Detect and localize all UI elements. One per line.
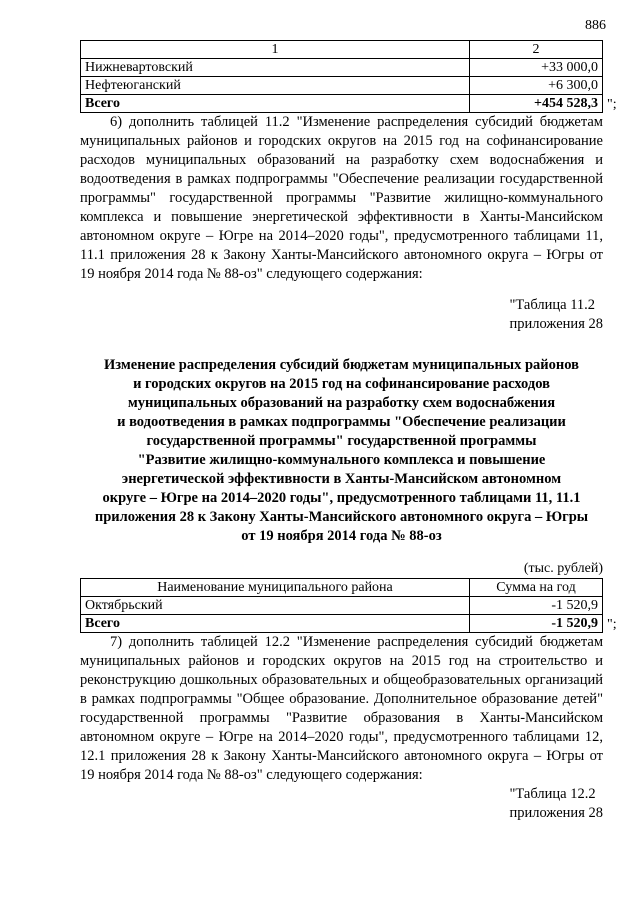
units-label: (тыс. рублей): [523, 561, 603, 576]
total-value: +454 528,3: [470, 95, 603, 113]
table-total-row: [81, 95, 603, 113]
district-value: -1 520,9: [470, 597, 603, 615]
district-name: Октябрьский: [81, 597, 470, 615]
table-ref-line: "Таблица 12.2: [509, 786, 596, 802]
table1-closing-quote: ";: [607, 97, 617, 112]
total-value: -1 520,9: [470, 615, 603, 633]
document-body: [80, 40, 617, 823]
table-reference-12-2: [80, 785, 603, 823]
table-row: [81, 597, 603, 615]
district-value: +6 300,0: [470, 77, 603, 95]
table-header-cell: 1: [81, 41, 470, 59]
paragraph-7: 7) дополнить таблицей 12.2 "Изменение распределения субсидий бюджетам муниципальных районов и городских округов на 2015 год на строительство и реконструкцию дошкольных образовательных и общеобразовательных организаций в рамках подпрограммы "Общее образование. Дополнительное образование детей" государственной программы "Развитие образования в Ханты-Мансийском автономном округе – Югре на 2014–2020 годы", предусмотренного таблицами 12, 12.1 приложения 28 к Закону Ханты-Мансийского автономного округа – Югры от 19 ноября 2014 года № 88-оз" следующего содержания:: [80, 634, 603, 783]
table-ref-line: "Таблица 11.2: [509, 297, 596, 313]
table-total-row: [81, 615, 603, 633]
table-row: [81, 59, 603, 77]
table-row: [81, 77, 603, 95]
total-label: Всего: [81, 95, 470, 113]
paragraph-6: 6) дополнить таблицей 11.2 "Изменение распределения субсидий бюджетам муниципальных районов и городских округов на 2015 год на софинансирование расходов муниципальных образований на разработку схем водоснабжения и водоотведения в рамках подпрограммы "Обеспечение реализации государственной программы" государственной программы "Развитие жилищно-коммунального комплекса и повышение энергетической эффективности в Ханты-Мансийском автономном округе – Югре на 2014–2020 годы", предусмотренного таблицами 11, 11.1 приложения 28 к Закону Ханты-Мансийского автономного округа – Югры от 19 ноября 2014 года № 88-оз" следующего содержания:: [80, 114, 603, 282]
page-number: 886: [585, 18, 606, 33]
table2: [80, 578, 603, 633]
district-value: +33 000,0: [470, 59, 603, 77]
table2-wrapper: [80, 578, 617, 633]
table-ref-line: приложения 28: [509, 316, 603, 332]
table-11-2-title: Изменение распределения субсидий бюджетам муниципальных районов и городских округов на 2015 год на софинансирование расходов муниципальных образований на разработку схем водоснабжения и водоотведения в рамках подпрограммы "Обеспечение реализации государственной программы" государственной программы "Развитие жилищно-коммунального комплекса и повышение энергетической эффективности в Ханты-Мансийском автономном округе – Югре на 2014–2020 годы", предусмотренного таблицами 11, 11.1 приложения 28 к Закону Ханты-Мансийского автономного округа – Югры от 19 ноября 2014 года № 88-оз: [94, 357, 589, 544]
table1-wrapper: [80, 40, 617, 113]
table-header-cell: Наименование муниципального района: [81, 579, 470, 597]
table-header-row: [81, 579, 603, 597]
total-label: Всего: [81, 615, 470, 633]
table1: [80, 40, 603, 113]
table-header-cell: 2: [470, 41, 603, 59]
table-ref-line: приложения 28: [509, 805, 603, 821]
table-header-row: [81, 41, 603, 59]
district-name: Нефтеюганский: [81, 77, 470, 95]
table-header-cell: Сумма на год: [470, 579, 603, 597]
table-reference-11-2: [80, 296, 603, 334]
table2-closing-quote: ";: [607, 617, 617, 632]
district-name: Нижневартовский: [81, 59, 470, 77]
